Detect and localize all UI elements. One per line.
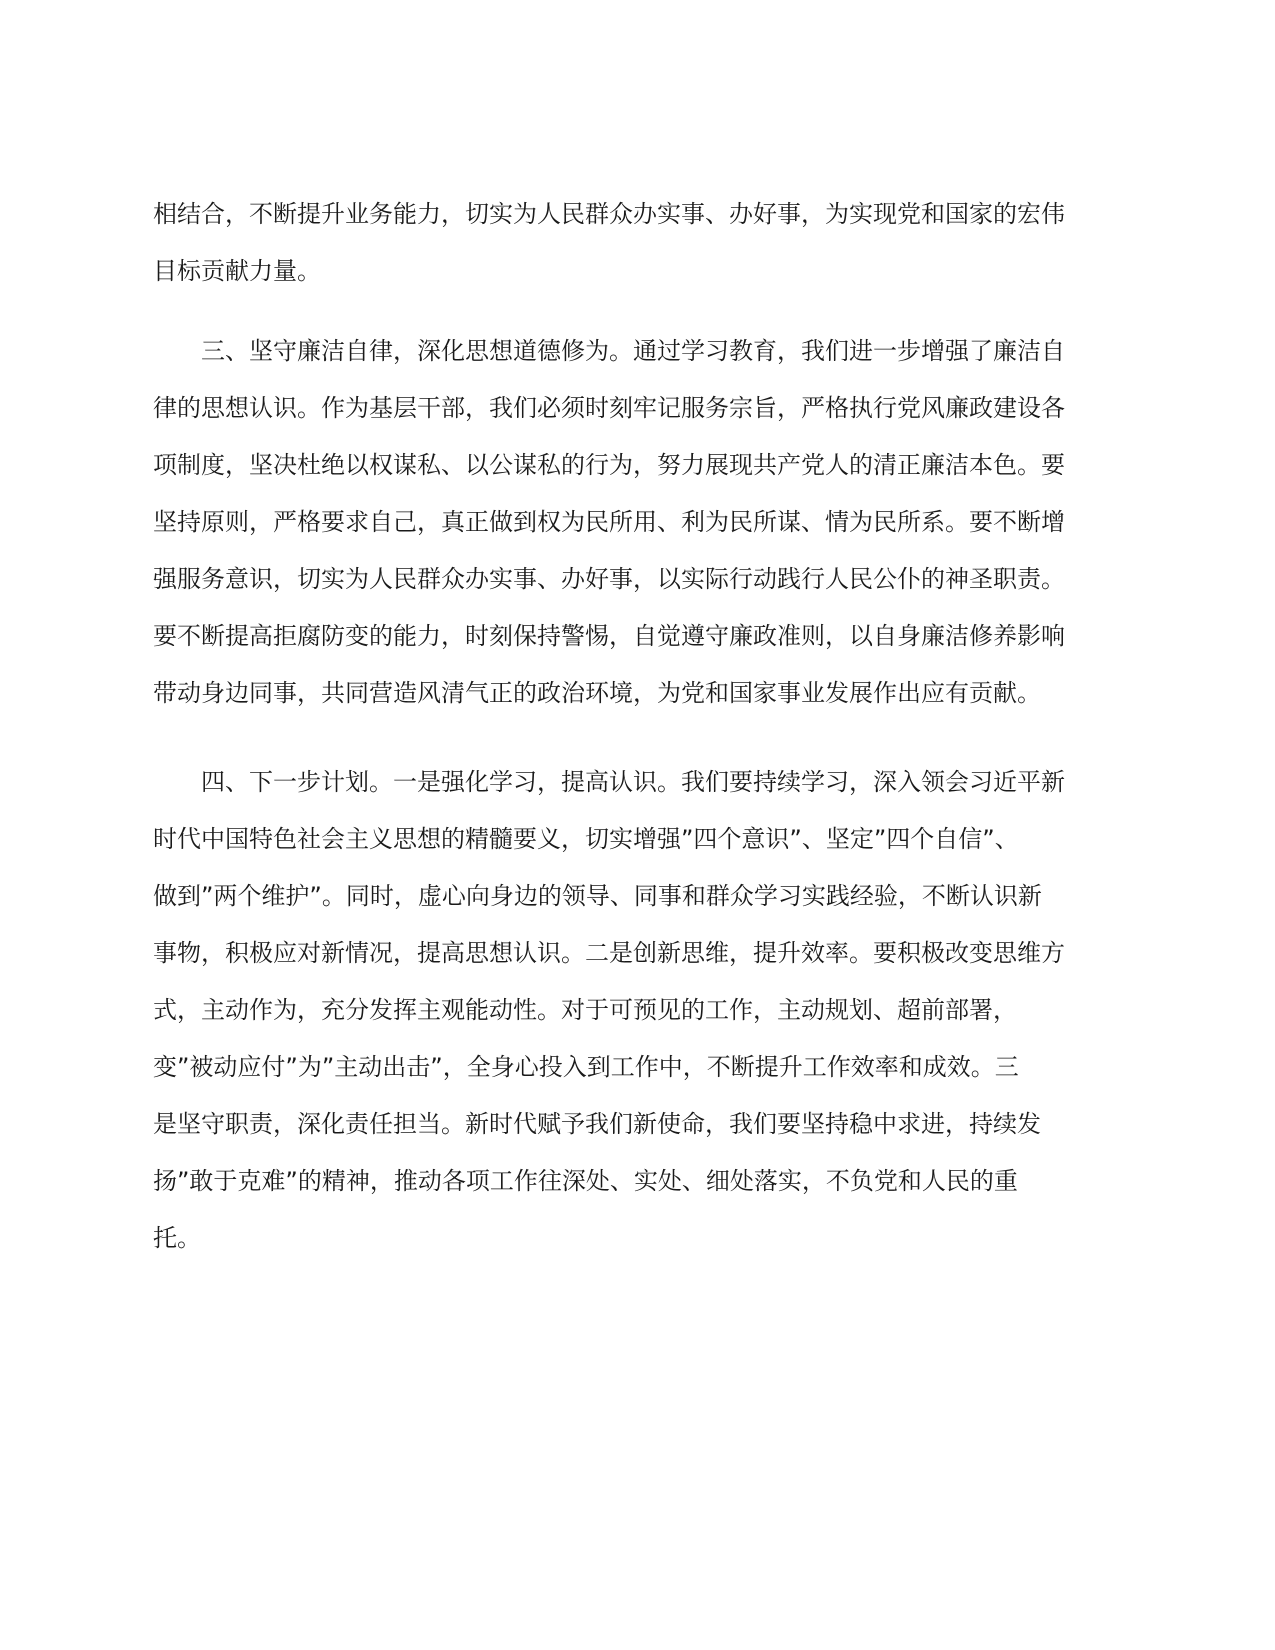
text-line: 项制度，坚决杜绝以权谋私、以公谋私的行为，努力展现共产党人的清正廉洁本色。要	[153, 451, 1065, 479]
text-line: 目标贡献力量。	[153, 257, 321, 285]
text-line: 是坚守职责，深化责任担当。新时代赋予我们新使命，我们要坚持稳中求进，持续发	[153, 1110, 1041, 1138]
text-line: 变”被动应付”为”主动出击”，全身心投入到工作中，不断提升工作效率和成效。三	[153, 1053, 1019, 1081]
text-line: 时代中国特色社会主义思想的精髓要义，切实增强”四个意识”、坚定”四个自信”、	[153, 825, 1019, 853]
text-line: 要不断提高拒腐防变的能力，时刻保持警惕，自觉遵守廉政准则，以自身廉洁修养影响	[153, 622, 1065, 650]
text-line: 做到”两个维护”。同时，虚心向身边的领导、同事和群众学习实践经验，不断认识新	[153, 882, 1042, 910]
text-line-first: 四、下一步计划。一是强化学习，提高认识。我们要持续学习，深入领会习近平新	[201, 768, 1065, 796]
paragraph-integrity	[153, 323, 1103, 722]
text-line: 强服务意识，切实为人民群众办实事、办好事，以实际行动践行人民公仆的神圣职责。	[153, 565, 1065, 593]
text-line: 相结合，不断提升业务能力，切实为人民群众办实事、办好事，为实现党和国家的宏伟	[153, 200, 1065, 228]
text-line: 坚持原则，严格要求自己，真正做到权为民所用、利为民所谋、情为民所系。要不断增	[153, 508, 1065, 536]
text-line: 式，主动作为，充分发挥主观能动性。对于可预见的工作，主动规划、超前部署，	[153, 996, 1017, 1024]
text-line: 律的思想认识。作为基层干部，我们必须时刻牢记服务宗旨，严格执行党风廉政建设各	[153, 394, 1065, 422]
paragraph-next-plan	[153, 754, 1103, 1267]
text-line: 扬”敢于克难”的精神，推动各项工作往深处、实处、细处落实，不负党和人民的重	[153, 1167, 1018, 1195]
text-line: 事物，积极应对新情况，提高思想认识。二是创新思维，提升效率。要积极改变思维方	[153, 939, 1065, 967]
text-line: 带动身边同事，共同营造风清气正的政治环境，为党和国家事业发展作出应有贡献。	[153, 679, 1041, 707]
text-line-first: 三、坚守廉洁自律，深化思想道德修为。通过学习教育，我们进一步增强了廉洁自	[201, 337, 1065, 365]
paragraph-continuation	[153, 186, 1103, 300]
text-line: 托。	[153, 1224, 201, 1252]
